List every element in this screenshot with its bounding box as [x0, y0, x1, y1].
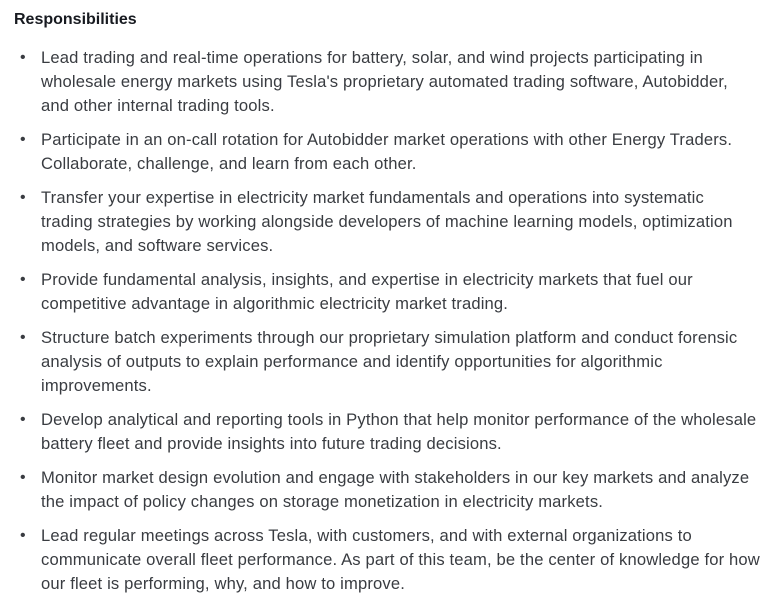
- bullet-icon: •: [20, 527, 26, 544]
- list-item-text: Lead regular meetings across Tesla, with customers, and with external organizations to communicate overall fleet performance. As part of this team, be the center of knowledge for how our fleet is performing, why, and how to improve.: [41, 526, 760, 593]
- list-item: [14, 268, 760, 316]
- list-item-text: Transfer your expertise in electricity market fundamentals and operations into systematic trading strategies by working alongside developers of machine learning models, optimization models, and software services.: [41, 188, 733, 255]
- list-item: [14, 128, 760, 176]
- list-item-text: Provide fundamental analysis, insights, and expertise in electricity markets that fuel our competitive advantage in algorithmic electricity market trading.: [41, 270, 693, 313]
- responsibilities-list: [14, 46, 760, 596]
- bullet-icon: •: [20, 131, 26, 148]
- list-item-text: Lead trading and real-time operations for battery, solar, and wind projects participating in wholesale energy markets using Tesla's proprietary automated trading software, Autobidder, and other internal trading tools.: [41, 48, 728, 115]
- list-item: [14, 524, 760, 596]
- bullet-icon: •: [20, 271, 26, 288]
- bullet-icon: •: [20, 411, 26, 428]
- list-item: [14, 408, 760, 456]
- bullet-icon: •: [20, 329, 26, 346]
- bullet-icon: •: [20, 189, 26, 206]
- list-item: [14, 326, 760, 398]
- list-item-text: Develop analytical and reporting tools in Python that help monitor performance of the wholesale battery fleet and provide insights into future trading decisions.: [41, 410, 757, 453]
- list-item-text: Monitor market design evolution and engage with stakeholders in our key markets and analyze the impact of policy changes on storage monetization in electricity markets.: [41, 468, 750, 511]
- bullet-icon: •: [20, 469, 26, 486]
- list-item-text: Structure batch experiments through our proprietary simulation platform and conduct forensic analysis of outputs to explain performance and identify opportunities for algorithmic improvements.: [41, 328, 738, 395]
- list-item: [14, 186, 760, 258]
- list-item-text: Participate in an on-call rotation for Autobidder market operations with other Energy Traders. Collaborate, challenge, and learn from each other.: [41, 130, 733, 173]
- list-item: [14, 46, 760, 118]
- section-heading: Responsibilities: [14, 11, 137, 28]
- list-item: [14, 466, 760, 514]
- bullet-icon: •: [20, 49, 26, 66]
